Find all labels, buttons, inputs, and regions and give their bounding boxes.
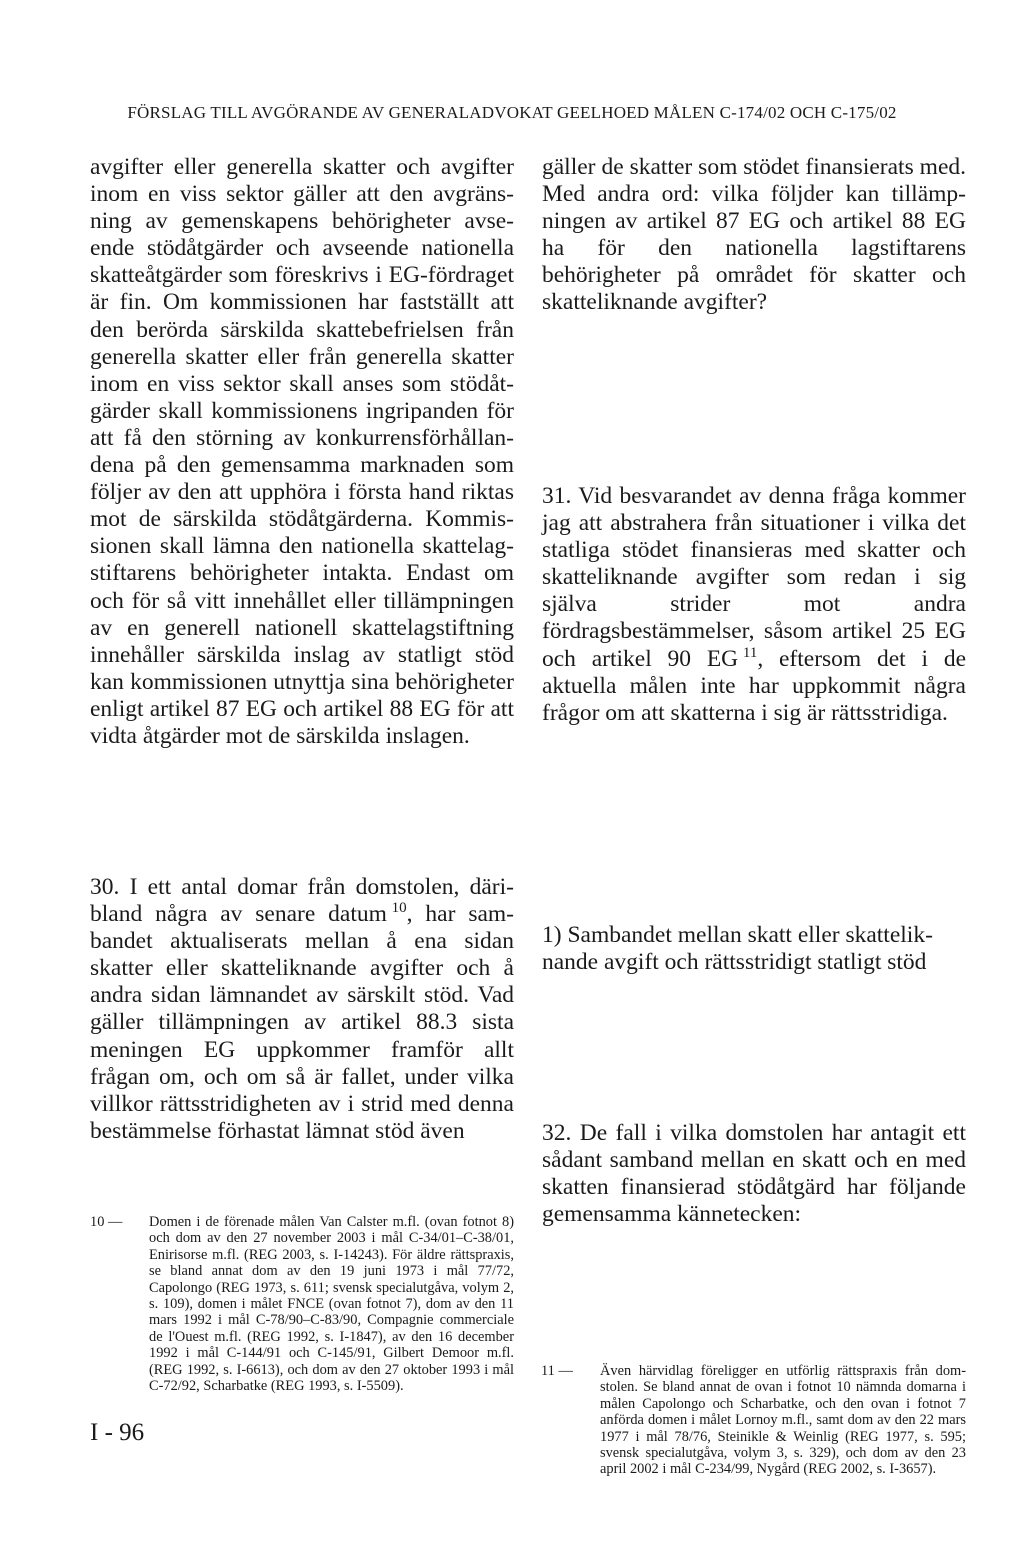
footnote-10-text: Domen i de förenade målen Van Calster m.fl. (ovan fotnot 8) och dom av den 27 november 2003 i mål C-34/01–C-38/01, Enirisorse m.fl. (REG 2003, s. I-14243). För äldre rättspraxis, se bland annat dom av den 19 juni 1973 i mål 77/72, Capolongo (REG 1973, s. 611; svensk specialutgåva, volym 2, s. 109), domen i målet FNCE (ovan fotnot 7), dom av den 11 mars 1992 i mål C-78/90–C-83/90, Compagnie commerciale de l'Ouest m.fl. (REG 1992, s. I-1847), av den 16 december 1992 i mål C-144/91 och C-145/91, Gilbert Demoor m.fl. (REG 1992, s. I-6613), och dom av den 27 oktober 1993 i mål C-72/92, Scharbatke (REG 1993, s. I-5509). [149, 1214, 514, 1395]
paragraph-30-text-a: 30. I ett antal domar från domstolen, däribland några av senare datum [90, 874, 514, 928]
footnote-ref-10[interactable]: 10 [391, 900, 407, 917]
paragraph-31-text-b: , eftersom det i de aktuella målen inte har uppkommit några frågor om att skatterna i sig är rättsstridiga. [542, 645, 966, 726]
paragraph-32: 32. De fall i vilka domstolen har antagit ett sådant samband mellan en skatt och en med skatten finansierad stödåtgärd har följande gemensamma kännetecken: [542, 1120, 966, 1228]
paragraph-31 [542, 483, 966, 727]
footnote-10-label: 10 — [90, 1214, 123, 1230]
page-number: I - 96 [90, 1419, 145, 1446]
paragraph-31-text-a: 31. Vid besvarandet av denna fråga kommer jag att abstrahera från situationer i vilka det statliga stödet finansieras med skatter och skatteliknande avgifter som redan i sig själva strider mot andra fördragsbestämmelser, såsom artikel 25 EG och artikel 90 EG [542, 483, 966, 672]
footnote-11 [541, 1363, 966, 1478]
footnote-11-text: Även härvidlag föreligger en utförlig rättspraxis från domstolen. Se bland annat de ovan i fotnot 10 nämnda domarna i målen Capolongo och Scharbatke, och den ovan i fotnot 7 anförda domen i målet Lornoy m.fl., samt dom av den 22 mars 1977 i mål 78/76, Steinikle & Weinlig (REG 1977, s. 595; svensk specialutgåva, volym 3, s. 329), och dom av den 23 april 2002 i mål C-234/99, Nygård (REG 2002, s. I-3657). [600, 1363, 966, 1478]
paragraph-30-continuation: gäller de skatter som stödet finansierats med. Med andra ord: vilka följder kan tillämpningen av artikel 87 EG och artikel 88 EG ha för den nationella lagstiftarens behörigheter på området för skatter och skatteliknande avgifter? [542, 154, 966, 316]
paragraph-30 [90, 874, 514, 1145]
paragraph-30-text-b: , har sambandet aktualiserats mellan å ena sidan skatter eller skatteliknande avgifter och å andra sidan lämnandet av särskilt stöd. Vad gäller tillämpningen av artikel 88.3 sista meningen EG uppkommer framför allt frågan om, och om så är fallet, under vilka villkor rättsstridigheten av i strid med denna bestämmelse förhastat lämnat stöd även [90, 901, 514, 1144]
running-header: FÖRSLAG TILL AVGÖRANDE AV GENERALADVOKAT GEELHOED MÅLEN C-174/02 OCH C-175/02 [127, 103, 897, 122]
section-heading: 1) Sambandet mellan skatt eller skatteliknande avgift och rättsstridigt statligt stöd [542, 922, 933, 976]
paragraph-29-continuation: avgifter eller generella skatter och avgifter inom en viss sektor gäller att den avgränsning av gemenskapens behörigheter avseende stödåtgärder och avseende nationella skatteåtgärder som föreskrivs i EG-fördraget är fin. Om kommissionen har fastställt att den berörda särskilda skattebefrielsen från generella skatter eller från generella skatter inom en viss sektor skall anses som stödåtgärder skall kommissionens ingripanden för att få den störning av konkurrensförhållandena på den gemensamma marknaden som följer av den att upphöra i första hand riktas mot de särskilda stödåtgärderna. Kommissionen skall lämna den nationella skattelagstiftarens behörigheter intakta. Endast om och för så vitt innehållet eller tillämpningen av en generell nationell skattelagstiftning innehåller särskilda inslag av statligt stöd kan kommissionen utnyttja sina behörigheter enligt artikel 87 EG och artikel 88 EG för att vidta åtgärder mot de särskilda inslagen. [90, 154, 514, 749]
footnote-ref-11[interactable]: 11 [742, 644, 758, 661]
footnote-11-label: 11 — [541, 1363, 573, 1379]
footnote-10 [90, 1214, 514, 1395]
